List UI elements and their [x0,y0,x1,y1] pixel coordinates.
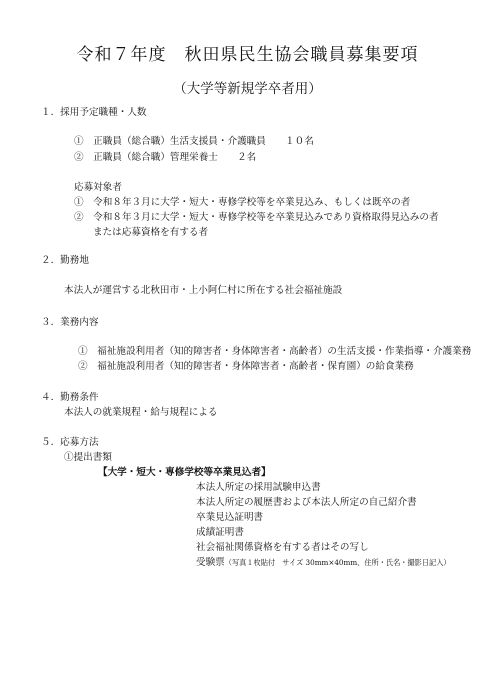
eligibility-heading: 応募対象者 [74,182,122,193]
conditions-text: 本法人の就業規程・給与規程による [64,407,218,418]
exam-ticket-note: （写真１枚貼付 サイズ 30mm×40mm、住所・氏名・撮影日記入） [224,558,451,567]
job-item-1: ① 正職員（総合職）生活支援員・介護職員 １０名 [74,136,314,147]
duty-item-1: ① 福祉施設利用者（知的障害者・身体障害者・高齢者）の生活支援・作業指導・介護業務 [78,346,472,357]
job-item-2: ② 正職員（総合職）管理栄養士 ２名 [74,152,257,163]
document-list-item: 本法人所定の採用試験申込書 [196,482,321,493]
eligibility-item-1: ① 令和８年３月に大学・短大・専修学校等を卒業見込み、もしくは既卒の者 [74,197,411,208]
exam-ticket-label: 受験票 [196,557,225,568]
section-5-heading: ５．応募方法 [41,437,99,448]
applicant-group-label: 【大学・短大・専修学校等卒業見込者】 [98,467,271,478]
document-list-item: 卒業見込証明書 [196,512,264,523]
section-3-heading: ３．業務内容 [41,317,99,328]
document-list-item: 成績証明書 [196,527,244,538]
duty-item-2: ② 福祉施設利用者（知的障害者・身体障害者・高齢者・保育園）の給食業務 [78,361,414,372]
submission-docs-heading: ①提出書類 [64,452,112,463]
section-4-heading: ４．勤務条件 [41,392,99,403]
section-1-heading: １．採用予定職種・人数 [41,107,147,118]
eligibility-item-2-continued: または応募資格を有する者 [93,227,209,238]
document-list-item: 社会福祉関係資格を有する者はその写し [196,542,369,553]
eligibility-item-2: ② 令和８年３月に大学・短大・専修学校等を卒業見込みであり資格取得見込みの者 [74,212,439,223]
exam-ticket-item [196,554,451,568]
document-list-item: 本法人所定の履歴書および本法人所定の自己紹介書 [196,497,417,508]
document-title: 令和７年度 秋田県民生協会職員募集要項 [76,45,419,65]
section-2-heading: ２．勤務地 [41,255,89,266]
document-subtitle: （大学等新規学卒者用） [173,81,322,97]
workplace-text: 本法人が運営する北秋田市・上小阿仁村に所在する社会福祉施設 [64,285,343,296]
